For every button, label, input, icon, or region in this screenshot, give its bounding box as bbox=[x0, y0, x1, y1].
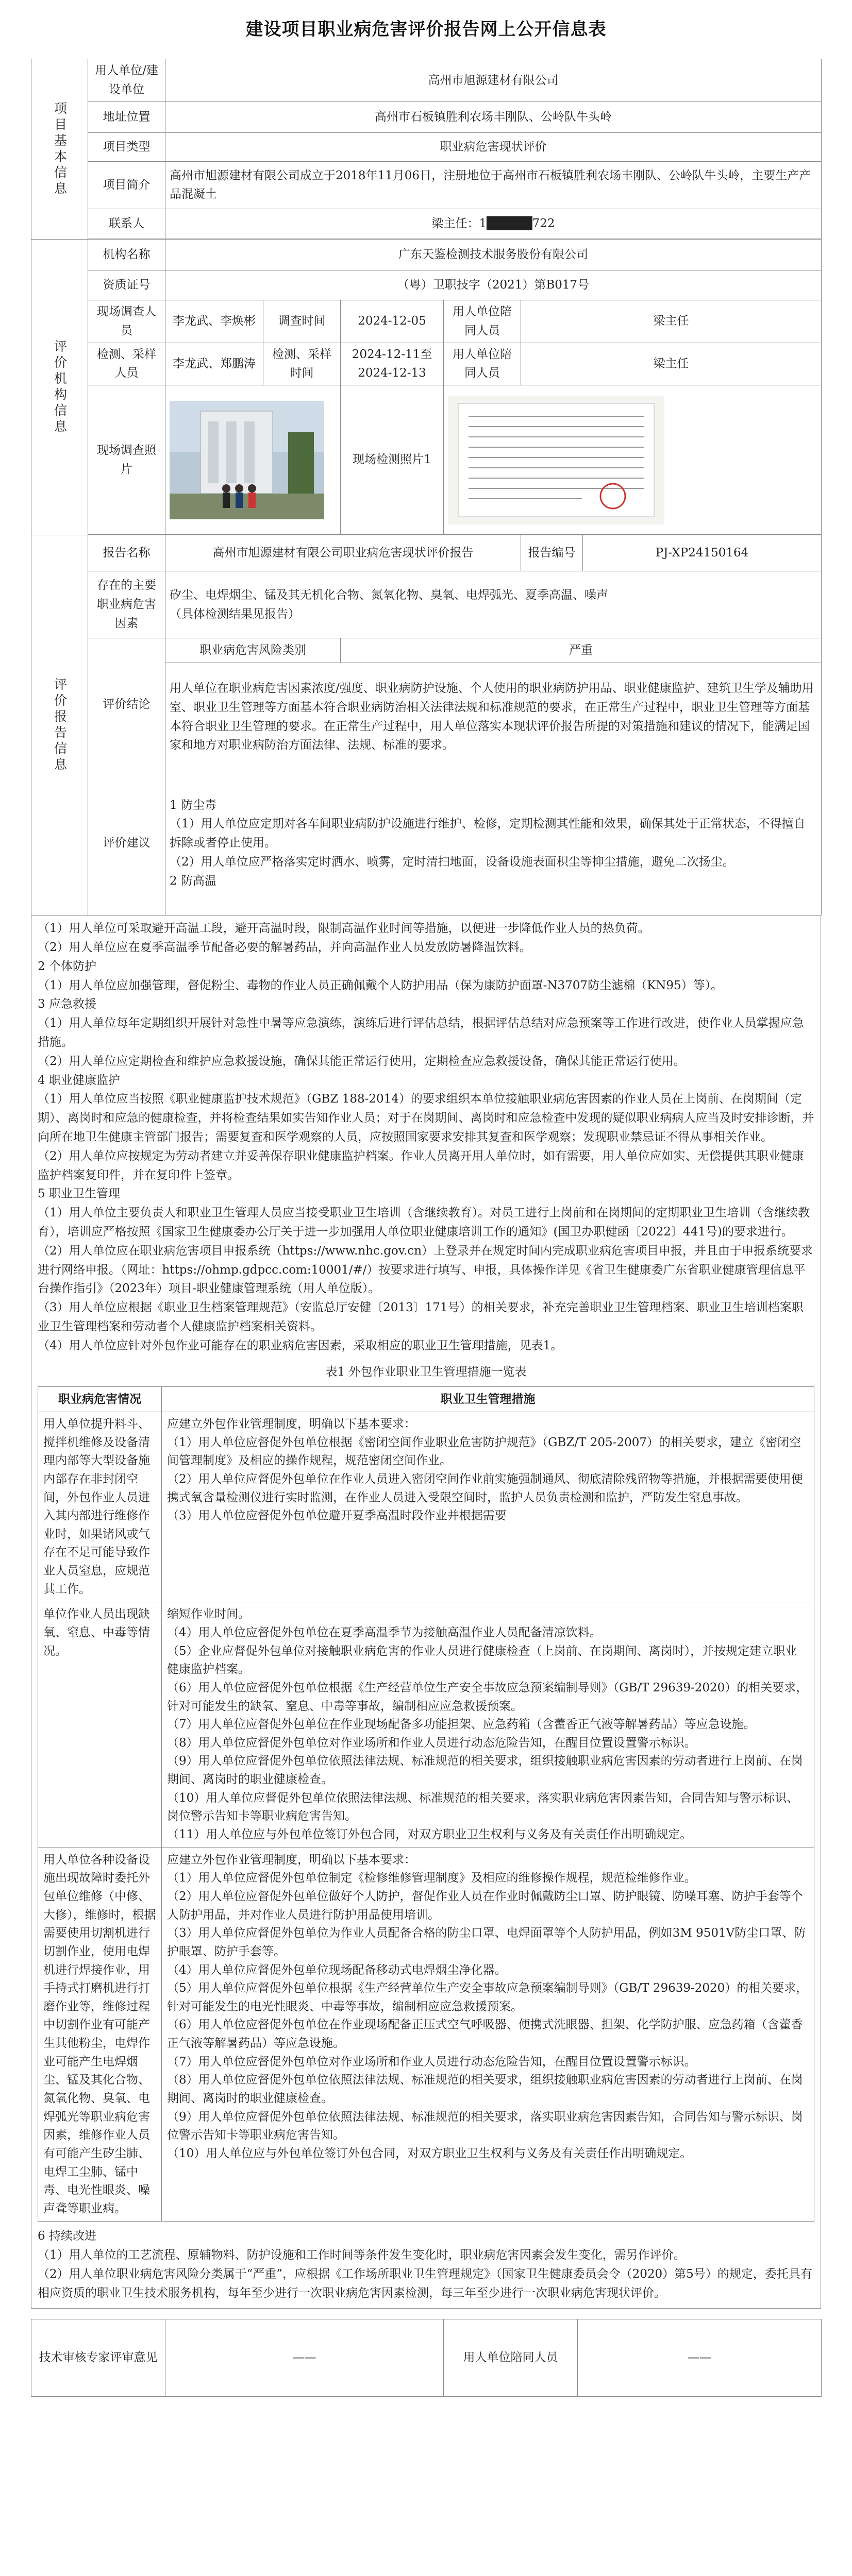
t-head-hazard: 职业病危害情况 bbox=[38, 1387, 162, 1412]
unit-value: 高州市旭源建材有限公司 bbox=[165, 59, 822, 102]
field-document-photo bbox=[448, 396, 664, 524]
advice-full: （1）用人单位可采取避开高温工段，避开高温时段，限制高温作业时间等措施，以便进一步降低作业人员的热负荷。 （2）用人单位应在夏季高温季节配备必要的解暑药品，并向高温作业人员发放防暑降温饮料。 2 个体防护 （1）用人单位应加强管理，督促粉尘、毒物的作业人员正确佩戴个人防护用品（保为康防护面罩-N3707防尘滤棉（KN95）等）。 3 应急救援 （1）用人单位每年定期组织开展针对急性中暑等应急演练，演练后进行评估总结，根据评估总结对应急预案等工作进行改进，使作业人员掌握应急措施。 （2）用人单位应定期检查和维护应急救援设施，确保其能正常运行使用，定期检查应急救援设备，确保其能正常运行使用。 4 职业健康监护 （1）用人单位应当按照《职业健康监护技术规范》（GBZ 188-2014）的要求组织本单位接触职业病危害因素的作业人员在上岗前、在岗期间（定期）、离岗时和应急的健康检查，并将检查结果如实告知作业人员；对于在岗期间、离岗时和应急检查中发现的疑似职业病病人应当及时安排诊断，并向所在地卫生健康主管部门报告；需要复查和医学观察的人员，应按照国家要求安排其复查和医学观察；发现职业禁忌证不得从事相关作业。 （2）用人单位应按规定为劳动者建立并妥善保存职业健康监护档案。作业人员离开用人单位时，如有需要，用人单位应如实、无偿提供其职业健康监护档案复印件，并在复印件上签章。 5 职业卫生管理 （1）用人单位主要负责人和职业卫生管理人员应当接受职业卫生培训（含继续教育）。对员工进行上岗前和在岗期间的定期职业卫生培训（含继续教育），培训应严格按照《国家卫生健康委办公厅关于进一步加强用人单位职业健康培训工作的通知》(国卫办职健函〔2022〕441号)的要求进行。 （2）用人单位应在职业病危害项目申报系统（https://www.nhc.gov.cn）上登录并在规定时间内完成职业病危害项目申报，并且由于申报系统要求进行网络申报。（网址：https://ohmp.gdpcc.com:10001/#/）按要求进行填写、申报，具体操作详见《省卫生健康委广东省职业健康管理信息平台操作指引》（2023年）项目-职业健康管理系统（用人单位版）。 （3）用人单位应根据《职业卫生档案管理规范》（安监总厅安健〔2013〕171号）的相关要求，补充完善职业卫生管理档案、职业卫生培训档案职业卫生管理档案和劳动者个人健康监护档案相关资料。 （4）用人单位应针对外包作业可能存在的职业病危害因素，采取相应的职业卫生管理措施，见表1。 bbox=[38, 922, 814, 1352]
cert-label: 资质证号 bbox=[88, 270, 165, 300]
type-label: 项目类型 bbox=[88, 132, 165, 161]
contact-label: 联系人 bbox=[88, 209, 165, 239]
expert-value-2: —— bbox=[578, 2319, 822, 2396]
info-table bbox=[31, 59, 822, 916]
survey-photo bbox=[170, 401, 324, 519]
accomp2-label: 用人单位陪同人员 bbox=[444, 343, 521, 385]
type-value: 职业病危害现状评价 bbox=[165, 132, 822, 161]
risk-label: 职业病危害风险类别 bbox=[165, 638, 341, 663]
advice-end: 6 持续改进 （1）用人单位的工艺流程、原辅物料、防护设施和工作时间等条件发生变化时，职业病危害因素会发生变化，需另作评价。 （2）用人单位职业病危害风险分类属于“严重”，应根据《工作场所职业卫生管理规定》（国家卫生健康委员会令（2020）第5号）的规定，委托具有相应资质的职业卫生技术服务机构，每年至少进行一次职业病危害因素检测，每三年至少进行一次职业病危害现状评价。 bbox=[38, 2229, 812, 2300]
accomp2-value: 梁主任 bbox=[521, 343, 822, 385]
org-name-value: 广东天鉴检测技术服务股份有限公司 bbox=[165, 239, 822, 270]
t1-left: 用人单位提升料斗、搅拌机维修及设备清理内部等大型设备施内部存在非封闭空间，外包作业人员进入其内部进行维修作业时，如果诸风或气存在不足可能导致作业人员窒息，应规范其工作。 bbox=[38, 1412, 162, 1602]
conclusion-text: 用人单位在职业病危害因素浓度/强度、职业病防护设施、个人使用的职业病防护用品、职业健康监护、建筑卫生学及辅助用室、职业卫生管理等方面基本符合职业病防治相关法律法规和标准规范的要求，在正常生产过程中，职业卫生管理等方面基本符合职业卫生管理的要求。在正常生产过程中，用人单位落实本现状评价报告所提的对策措施和建议的情况下，能满足国家和地方对职业病防治方面法律、法规、标准的要求。 bbox=[165, 663, 822, 771]
report-name-value: 高州市旭源建材有限公司职业病危害现状评价报告 bbox=[165, 535, 521, 571]
expert-table bbox=[31, 2319, 822, 2397]
doc-photo-cell bbox=[444, 385, 822, 535]
report-name-label: 报告名称 bbox=[88, 535, 165, 571]
sample-time-label: 检测、采样时间 bbox=[263, 343, 341, 385]
accomp1-value: 梁主任 bbox=[521, 300, 822, 343]
section-org: 评价机构信息 bbox=[31, 239, 88, 535]
sample-staff-value: 李龙武、郑鹏涛 bbox=[165, 343, 263, 385]
advice-label: 评价建议 bbox=[88, 771, 165, 916]
hazards-value: 矽尘、电焊烟尘、锰及其无机化合物、氮氧化物、臭氧、电焊弧光、夏季高温、噪声 （具体检测结果见报告） bbox=[165, 571, 822, 638]
t-head-measures: 职业卫生管理措施 bbox=[162, 1387, 814, 1412]
table1-caption: 表1 外包作业职业卫生管理措施一览表 bbox=[325, 1365, 527, 1379]
report-no-label: 报告编号 bbox=[521, 535, 583, 571]
profile-value: 高州市旭源建材有限公司成立于2018年11月06日，注册地位于高州市石板镇胜利农场丰刚队、公岭队牛头岭，主要生产产品混凝土 bbox=[165, 161, 822, 209]
survey-photo-cell bbox=[165, 385, 341, 535]
expert-value-1: —— bbox=[165, 2319, 444, 2396]
address-value: 高州市石板镇胜利农场丰刚队、公岭队牛头岭 bbox=[165, 101, 822, 132]
hazards-label: 存在的主要职业病危害因素 bbox=[88, 571, 165, 638]
t3-left: 用人单位各种设备设施出现故障时委托外包单位维修（中修、大修），维修时，根据需要使用切割机进行切割作业，使用电焊机进行焊接作业，用手持式打磨机进行打磨作业等，维修过程中切割作业有可能产生其他粉尘，电焊作业可能产生电焊烟尘、锰及其化合物、氮氧化物、臭氧、电焊弧光等职业病危害因素，维修作业人员有可能产生矽尘肺、电焊工尘肺、锰中毒、电光性眼炎、噪声聋等职业病。 bbox=[38, 1848, 162, 2222]
outsourcing-table bbox=[38, 1386, 814, 2222]
photo-caption: 现场检测照片1 bbox=[341, 385, 444, 535]
risk-value: 严重 bbox=[341, 638, 822, 663]
unit-label: 用人单位/建设单位 bbox=[88, 59, 165, 102]
expert-label: 技术审核专家评审意见 bbox=[31, 2319, 165, 2396]
survey-time-value: 2024-12-05 bbox=[341, 300, 444, 343]
expert-accomp-label: 用人单位陪同人员 bbox=[444, 2319, 578, 2396]
t3-right: 应建立外包作业管理制度，明确以下基本要求： （1）用人单位应督促外包单位制定《检修维修管理制度》及相应的维修操作规程，规范检维修作业。 （2）用人单位应督促外包单位做好个人防护，督促作业人员在作业时佩戴防尘口罩、防护眼镜、防噪耳塞、防护手套等个人防护用品，并对作业人员进行防护用品使用培训。 （3）用人单位应督促外包单位为作业人员配备合格的防尘口罩、电焊面罩等个人防护用品，例如3M 9501V防尘口罩、防护眼罩、防护手套等。 （4）用人单位应督促外包单位现场配备移动式电焊烟尘净化器。 （5）用人单位应督促外包单位根据《生产经营单位生产安全事故应急预案编制导则》（GB/T 29639-2020）的相关要求，针对可能发生的电光性眼炎、中毒等事故，编制相应应急救援预案。 （6）用人单位应督促外包单位在作业现场配备正压式空气呼吸器、便携式洗眼器、担架、化学防护服、应急药箱（含藿香正气液等解暑药品）等应急设施。 （7）用人单位应督促外包单位对作业场所和作业人员进行动态危险告知，在醒目位置设置警示标识。 （8）用人单位应督促外包单位依照法律法规、标准规范的相关要求，组织接触职业病危害因素的劳动者进行上岗前、在岗期间、离岗时的职业健康检查。 （9）用人单位应督促外包单位依照法律法规、标准规范的相关要求，落实职业病危害因素告知，合同告知与警示标识、岗位警示告知卡等职业病危害告知。 （10）用人单位应与外包单位签订外包合同，对双方职业卫生权利与义务及有关责任作出明确规定。 bbox=[162, 1848, 814, 2222]
t2-left: 单位作业人员出现缺氧、窒息、中毒等情况。 bbox=[38, 1602, 162, 1848]
sample-staff-label: 检测、采样人员 bbox=[88, 343, 165, 385]
advice-top: 1 防尘毒 （1）用人单位应定期对各车间职业病防护设施进行维护、检修，定期检测其性能和效果，确保其处于正常状态，不得擅自拆除或者停止使用。 （2）用人单位应严格落实定时洒水、喷雾，定时清扫地面，设备设施表面积尘等抑尘措施，避免二次扬尘。 2 防高温 bbox=[165, 771, 822, 916]
contact-value: 梁主任：1█████722 bbox=[165, 209, 822, 239]
cert-value: （粤）卫职技字（2021）第B017号 bbox=[165, 270, 822, 300]
t1-right: 应建立外包作业管理制度，明确以下基本要求： （1）用人单位应督促外包单位根据《密闭空间作业职业危害防护规范》（GBZ/T 205-2007）的相关要求，建立《密闭空间管理制度》及相应的操作规程，规范密闭空间作业。 （2）用人单位应督促外包单位在作业人员进入密闭空间作业前实施强制通风、彻底清除残留物等措施，并根据需要使用便携式氧含量检测仪进行实时监测，在作业人员进入受限空间时，监护人员负责检测和监护，严防发生窒息事故。 （3）用人单位应督促外包单位避开夏季高温时段作业并根据需要 bbox=[162, 1412, 814, 1602]
t2-right: 缩短作业时间。 （4）用人单位应督促外包单位在夏季高温季节为接触高温作业人员配备清凉饮料。 （5）企业应督促外包单位对接触职业病危害的作业人员进行健康检查（上岗前、在岗期间、离岗时），并按规定建立职业健康监护档案。 （6）用人单位应督促外包单位根据《生产经营单位生产安全事故应急预案编制导则》（GB/T 29639-2020）的相关要求，针对可能发生的缺氧、窒息、中毒等事故，编制相应应急救援预案。 （7）用人单位应督促外包单位在作业现场配备多功能担架、应急药箱（含藿香正气液等解暑药品）等应急设施。 （8）用人单位应督促外包单位对作业场所和作业人员进行动态危险告知，在醒目位置设置警示标识。 （9）用人单位应督促外包单位依照法律法规、标准规范的相关要求，组织接触职业病危害因素的劳动者进行上岗前、在岗期间、离岗时的职业健康检查。 （10）用人单位应督促外包单位依照法律法规、标准规范的相关要求，落实职业病危害因素告知，合同告知与警示标识、岗位警示告知卡等职业病危害告知。 （11）用人单位应与外包单位签订外包合同，对双方职业卫生权利与义务及有关责任作出明确规定。 bbox=[162, 1602, 814, 1848]
conclusion-label: 评价结论 bbox=[88, 638, 165, 771]
page-title: 建设项目职业病危害评价报告网上公开信息表 bbox=[245, 19, 607, 40]
accomp1-label: 用人单位陪同人员 bbox=[444, 300, 521, 343]
survey-staff-label: 现场调查人员 bbox=[88, 300, 165, 343]
address-label: 地址位置 bbox=[88, 101, 165, 132]
org-name-label: 机构名称 bbox=[88, 239, 165, 270]
section-basic: 项目基本信息 bbox=[31, 59, 88, 240]
survey-time-label: 调查时间 bbox=[263, 300, 341, 343]
profile-label: 项目简介 bbox=[88, 161, 165, 209]
report-no-value: PJ-XP24150164 bbox=[583, 535, 822, 571]
section-report: 评价报告信息 bbox=[31, 535, 88, 916]
advice-full-box bbox=[31, 916, 821, 2309]
survey-staff-value: 李龙武、李焕彬 bbox=[165, 300, 263, 343]
photo-label: 现场调查照片 bbox=[88, 385, 165, 535]
sample-time-value: 2024-12-11至2024-12-13 bbox=[341, 343, 444, 385]
